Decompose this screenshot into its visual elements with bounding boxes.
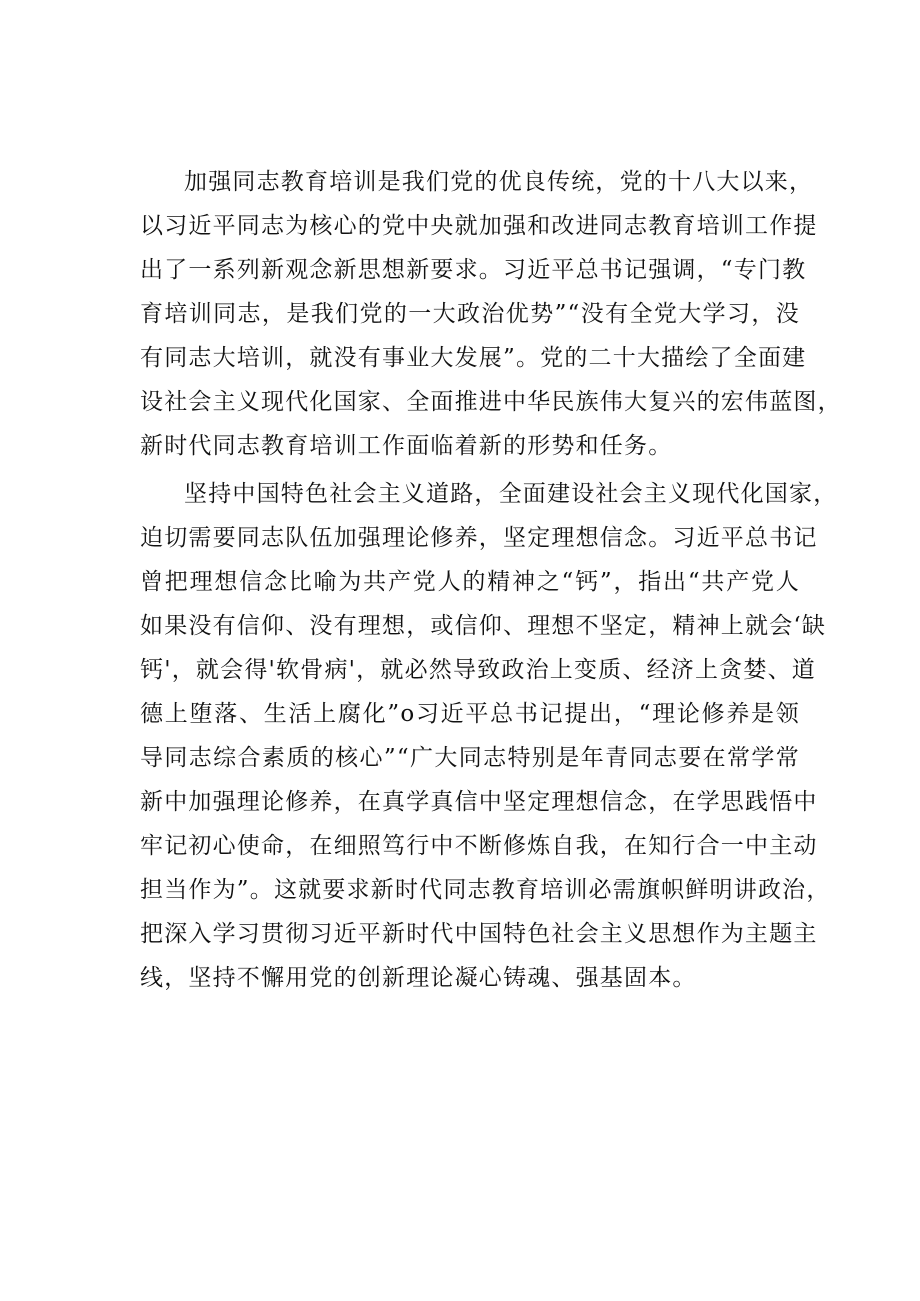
text-line: 牢记初心使命，在细照笃行中不断修炼自我，在知行合一中主动	[140, 833, 818, 859]
text-line: 线，坚持不懈用党的创新理论凝心铸魂、强基固本。	[140, 965, 697, 991]
document-body	[140, 160, 842, 1004]
text-line: 把深入学习贯彻习近平新时代中国特色社会主义思想作为主题主	[140, 921, 818, 947]
text-line: 德上堕落、生活上腐化”o习近平总书记提出，“理论修养是领	[140, 701, 800, 727]
text-line: 有同志大培训，就没有事业大发展”。党的二十大描绘了全面建	[140, 345, 807, 371]
text-line: 加强同志教育培训是我们党的优良传统，党的十八大以来，	[184, 169, 814, 195]
text-line: 出了一系列新观念新思想新要求。习近平总书记强调，“专门教	[140, 257, 807, 283]
text-line: 导同志综合素质的核心”“广大同志特别是年青同志要在常学常	[140, 745, 800, 771]
text-line: 曾把理想信念比喻为共产党人的精神之“钙”，指出“共产党人	[140, 569, 800, 595]
text-line: 以习近平同志为核心的党中央就加强和改进同志教育培训工作提	[140, 213, 818, 239]
paragraph-1	[140, 160, 842, 468]
text-line: 育培训同志，是我们党的一大政治优势”“没有全党大学习，没	[140, 301, 800, 327]
text-line: 坚持中国特色社会主义道路，全面建设社会主义现代化国家，	[184, 481, 838, 507]
text-line: 担当作为”。这就要求新时代同志教育培训必需旗帜鲜明讲政治，	[140, 877, 831, 903]
text-line: 如果没有信仰、没有理想，或信仰、理想不坚定，精神上就会‘缺	[140, 613, 827, 639]
text-line: 新时代同志教育培训工作面临着新的形势和任务。	[140, 433, 673, 459]
text-line: 设社会主义现代化国家、全面推进中华民族伟大复兴的宏伟蓝图，	[140, 389, 842, 415]
paragraph-2	[140, 472, 838, 1000]
text-line: 钙'，就会得'软骨病'，就必然导致政治上变质、经济上贪婪、道	[140, 657, 816, 683]
text-line: 迫切需要同志队伍加强理论修养，坚定理想信念。习近平总书记	[140, 525, 818, 551]
text-line: 新中加强理论修养，在真学真信中坚定理想信念，在学思践悟中	[140, 789, 818, 815]
